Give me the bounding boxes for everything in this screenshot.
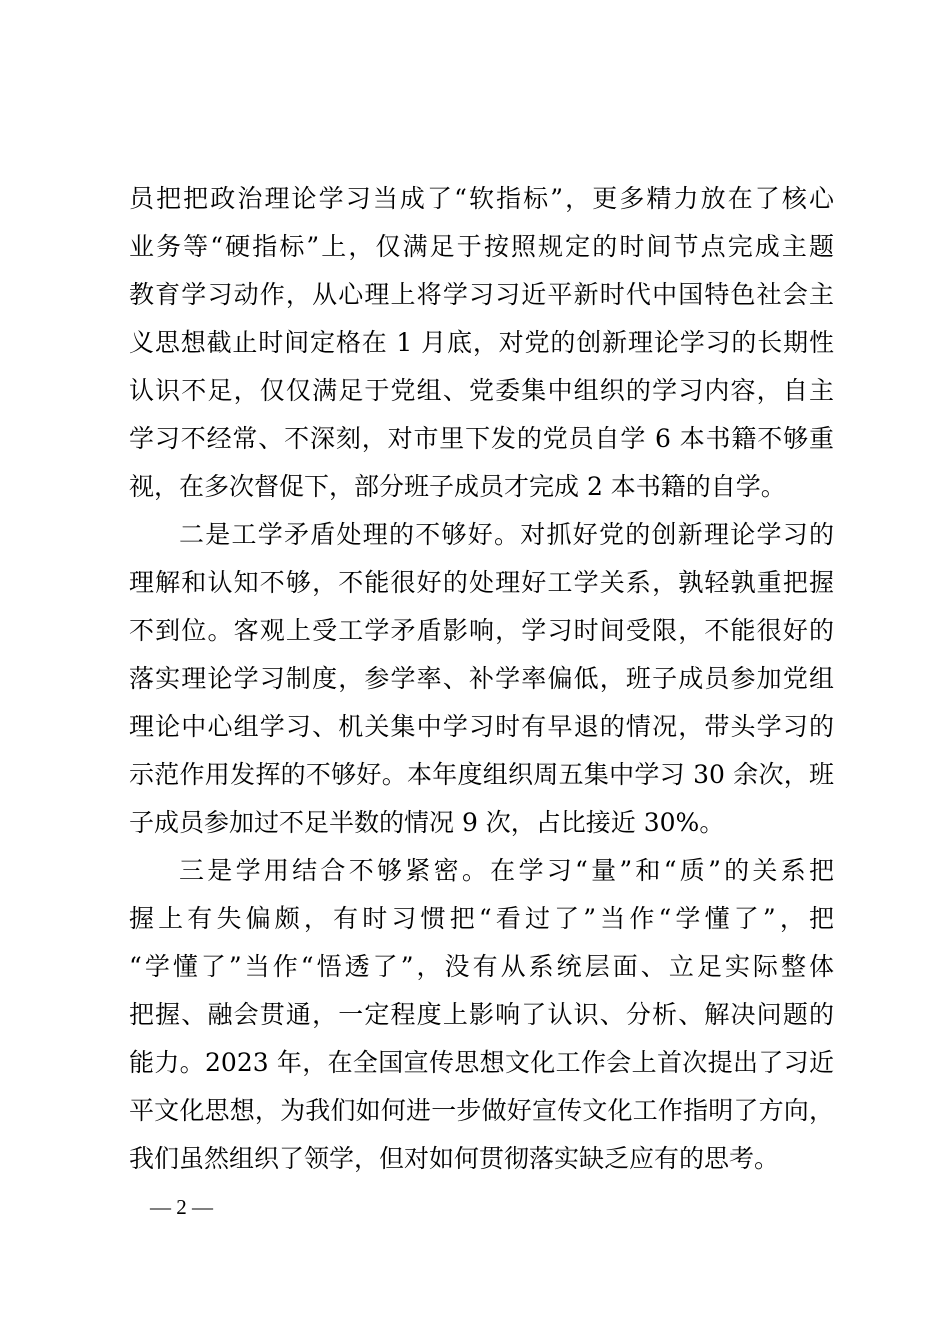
paragraph-first-line: 二是工学矛盾处理的不够好。对抓好党的创新理论学习的 xyxy=(179,520,834,549)
text-line: 学习不经常、不深刻，对市里下发的党员自学 6 本书籍不够重 xyxy=(129,424,834,453)
text-line: 不到位。客观上受工学矛盾影响，学习时间受限，不能很好的 xyxy=(129,616,834,645)
text-line: 业务等“硬指标”上，仅满足于按照规定的时间节点完成主题 xyxy=(129,232,834,261)
text-line: 把握、融会贯通，一定程度上影响了认识、分析、解决问题的 xyxy=(129,1000,834,1029)
text-line: 义思想截止时间定格在 1 月底，对党的创新理论学习的长期性 xyxy=(129,328,834,357)
text-line: 教育学习动作，从心理上将学习习近平新时代中国特色社会主 xyxy=(129,280,834,309)
text-line: 我们虽然组织了领学，但对如何贯彻落实缺乏应有的思考。 xyxy=(129,1144,780,1173)
text-line: “学懂了”当作“悟透了”，没有从系统层面、立足实际整体 xyxy=(129,952,834,981)
text-line: 落实理论学习制度，参学率、补学率偏低，班子成员参加党组 xyxy=(129,664,834,693)
text-line: 视，在多次督促下，部分班子成员才完成 2 本书籍的自学。 xyxy=(129,472,786,501)
text-line: 平文化思想，为我们如何进一步做好宣传文化工作指明了方向， xyxy=(129,1096,834,1125)
paragraph-first-line: 三是学用结合不够紧密。在学习“量”和“质”的关系把 xyxy=(179,856,834,885)
text-line: 示范作用发挥的不够好。本年度组织周五集中学习 30 余次，班 xyxy=(129,760,834,789)
text-line: 理论中心组学习、机关集中学习时有早退的情况，带头学习的 xyxy=(129,712,834,741)
page-number: — 2 — xyxy=(150,1195,213,1219)
text-line: 员把把政治理论学习当成了“软指标”，更多精力放在了核心 xyxy=(129,184,834,213)
text-line: 握上有失偏颇，有时习惯把“看过了”当作“学懂了”，把 xyxy=(129,904,834,933)
text-line: 认识不足，仅仅满足于党组、党委集中组织的学习内容，自主 xyxy=(129,376,834,405)
text-line: 子成员参加过不足半数的情况 9 次，占比接近 30%。 xyxy=(129,808,725,837)
text-line: 能力。2023 年，在全国宣传思想文化工作会上首次提出了习近 xyxy=(129,1048,834,1077)
text-line: 理解和认知不够，不能很好的处理好工学关系，孰轻孰重把握 xyxy=(129,568,834,597)
